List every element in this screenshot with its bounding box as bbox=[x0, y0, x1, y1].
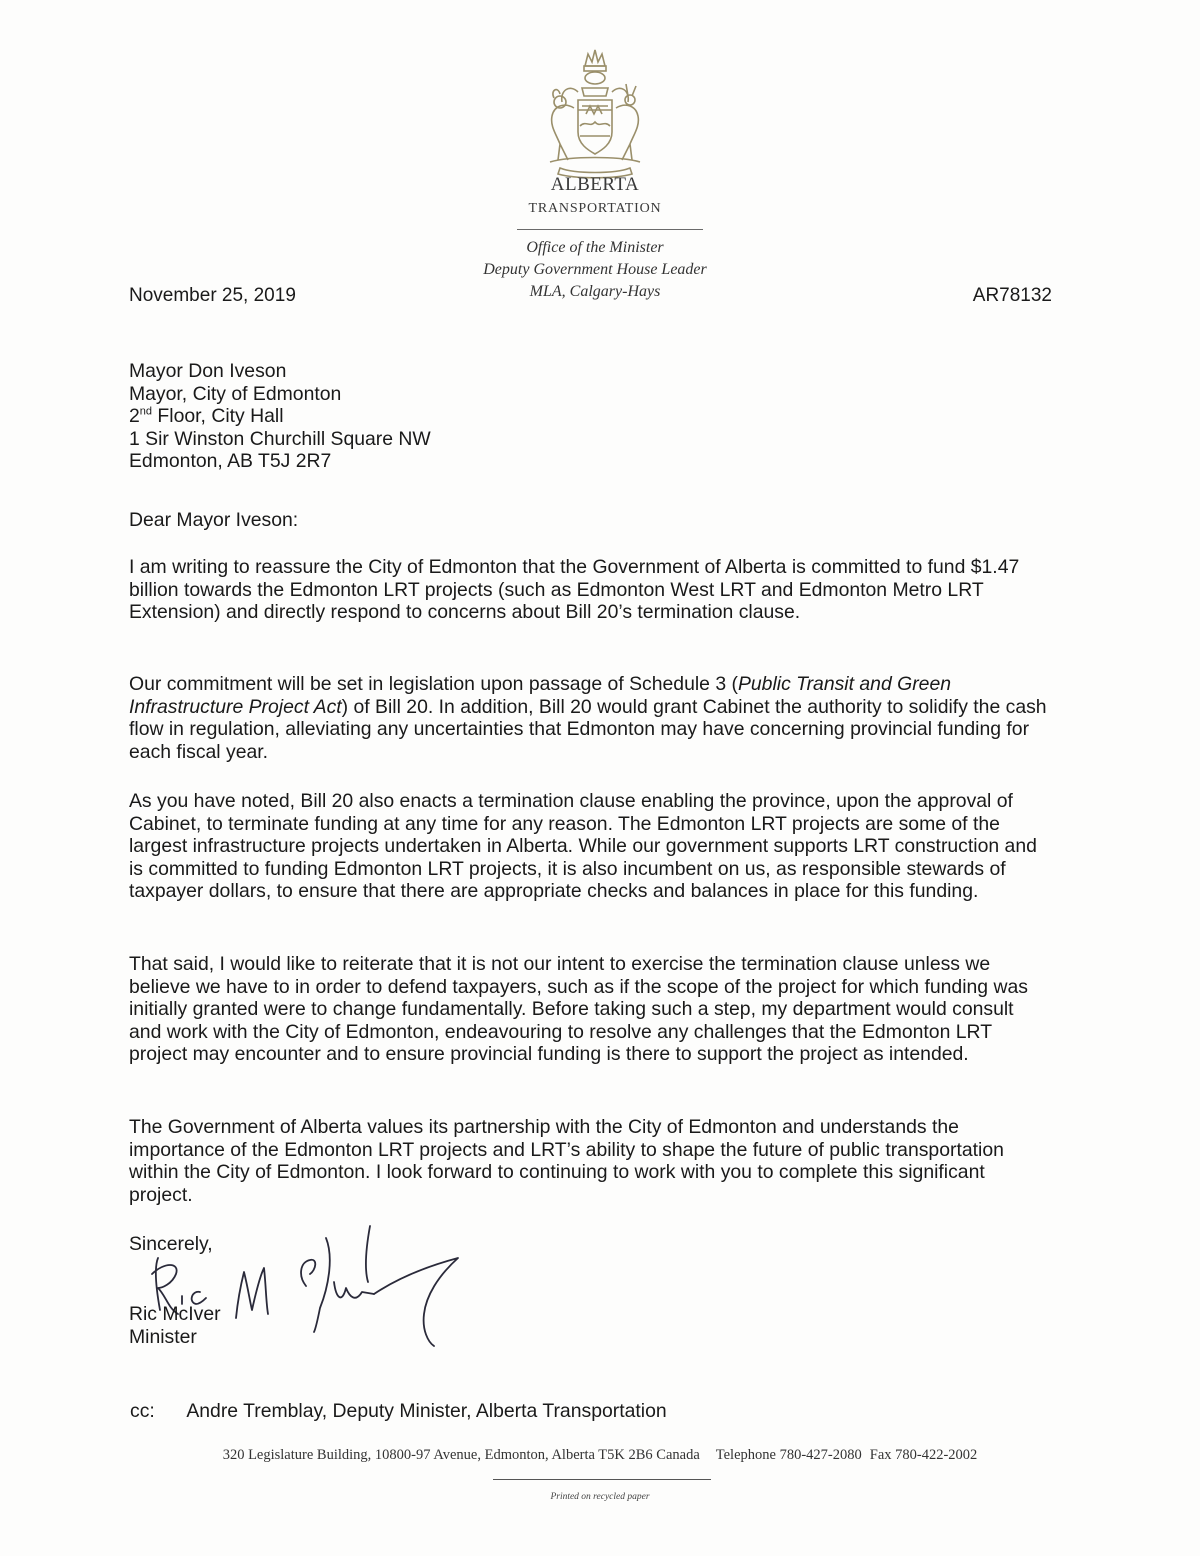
recipient-line: 1 Sir Winston Churchill Square NW bbox=[129, 427, 431, 450]
letterhead-name: ALBERTA bbox=[550, 174, 640, 195]
recipient-line: Edmonton, AB T5J 2R7 bbox=[129, 450, 332, 473]
cc-recipient: Andre Tremblay, Deputy Minister, Alberta Transportation bbox=[186, 1400, 667, 1422]
act-title: Public Transit and Green Infrastructure Project Act bbox=[129, 673, 952, 718]
signer-title: Minister bbox=[129, 1325, 197, 1348]
paragraph-text: Our commitment will be set in legislation upon passage of Schedule 3 ( bbox=[129, 673, 738, 695]
footer-street-address: 320 Legislature Building, 10800-97 Avenue, Edmonton, Alberta T5K 2B6 Canada bbox=[222, 1447, 700, 1463]
recycled-paper-note: Printed on recycled paper bbox=[550, 1492, 650, 1502]
letterhead-office bbox=[430, 237, 760, 303]
footer-divider bbox=[493, 1479, 711, 1480]
signer-block bbox=[129, 1303, 1049, 1348]
footer-telephone: Telephone 780-427-2080 bbox=[715, 1447, 862, 1463]
signer-name: Ric McIver bbox=[129, 1303, 221, 1325]
letterhead-agency bbox=[470, 174, 720, 218]
salutation: Dear Mayor Iveson: bbox=[129, 509, 299, 531]
reference-number: AR78132 bbox=[972, 285, 1052, 306]
cc-line bbox=[130, 1400, 667, 1423]
floor-ordinal-suffix: nd bbox=[139, 405, 153, 418]
office-line: MLA, Calgary-Hays bbox=[529, 283, 661, 300]
letterhead-department: TRANSPORTATION bbox=[528, 201, 662, 216]
paragraph-text: ) of Bill 20. In addition, Bill 20 would grant Cabinet the authority to solidify the cash flow in regulation, alleviating any uncertainties that Edmonton may have concerning provincial funding for each fiscal year. bbox=[129, 695, 1047, 763]
alberta-coat-of-arms-icon bbox=[530, 44, 660, 179]
floor-number: 2 bbox=[129, 405, 140, 428]
body-paragraph: As you have noted, Bill 20 also enacts a termination clause enabling the province, upon the approval of Cabinet, to terminate funding at any time for any reason. The Edmonton LRT projects are some of the largest infrastructure projects undertaken in Alberta. While our government supports LRT construction and is committed to funding Edmonton LRT projects, it is also incumbent on us, as responsible stewards of taxpayer dollars, to ensure that there are appropriate checks and balances in place for this funding. bbox=[129, 790, 1037, 903]
body-paragraph: The Government of Alberta values its partnership with the City of Edmonton and understands the importance of the Edmonton LRT projects and LRT’s ability to shape the future of public transportation within the City of Edmonton. I look forward to continuing to work with you to complete this significant project. bbox=[129, 1116, 1004, 1206]
recipient-line: Mayor Don Iveson bbox=[129, 360, 287, 382]
footer-address bbox=[100, 1447, 1100, 1464]
footer-fax: Fax 780-422-2002 bbox=[869, 1447, 978, 1463]
closing: Sincerely, bbox=[129, 1233, 213, 1255]
floor-text: Floor, City Hall bbox=[152, 405, 284, 428]
letterhead-divider bbox=[517, 229, 703, 230]
recipient-line bbox=[129, 405, 1049, 428]
recipient-line: Mayor, City of Edmonton bbox=[129, 382, 342, 405]
body-paragraph: I am writing to reassure the City of Edmonton that the Government of Alberta is committed to fund $1.47 billion towards the Edmonton LRT projects (such as Edmonton West LRT and Edmonton Metro LRT Extension) and directly respond to concerns about Bill 20’s termination clause. bbox=[129, 556, 1020, 624]
recipient-address bbox=[129, 360, 1049, 473]
office-line: Deputy Government House Leader bbox=[483, 261, 707, 278]
body-paragraph bbox=[129, 673, 1049, 763]
cc-label: cc: bbox=[130, 1400, 155, 1422]
body-paragraph: That said, I would like to reiterate that it is not our intent to exercise the termination clause unless we believe we have to in order to defend taxpayers, such as if the scope of the project for which funding was initially granted were to change fundamentally. Before taking such a step, my department would consult and work with the City of Edmonton, endeavouring to resolve any challenges that the Edmonton LRT project may encounter and to ensure provincial funding is there to support the project as intended. bbox=[129, 953, 1028, 1066]
letter-date: November 25, 2019 bbox=[129, 285, 296, 306]
office-line: Office of the Minister bbox=[526, 239, 664, 256]
